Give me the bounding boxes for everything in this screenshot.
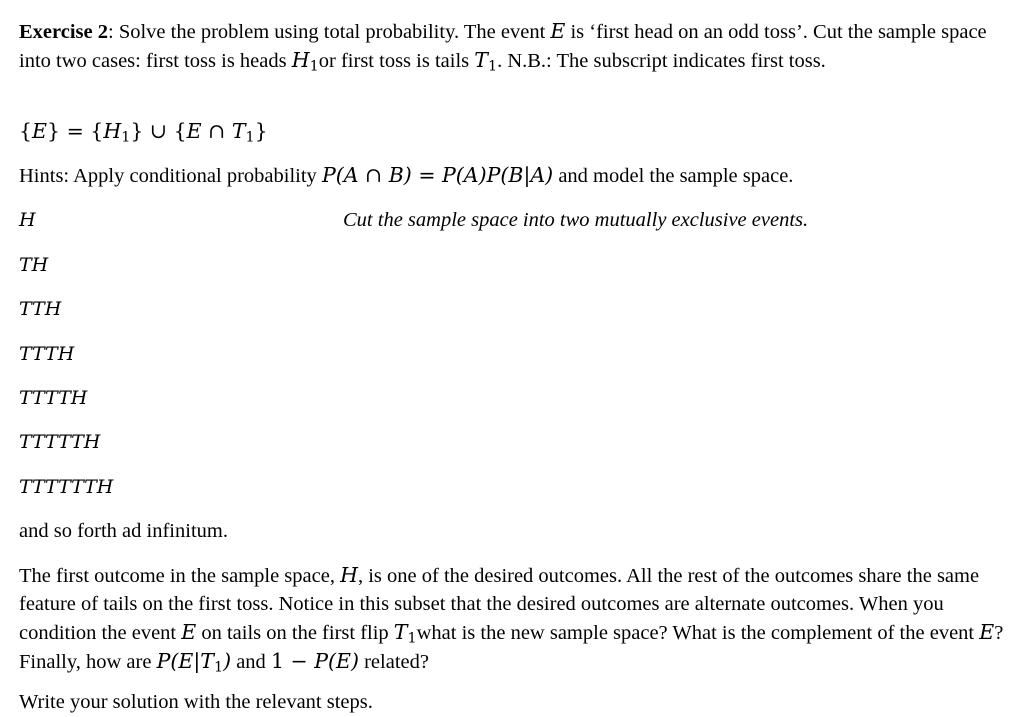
conditional-probability-formula: P(A ∩ B) = P(A)P(B|A) [321, 163, 554, 187]
sample-space-note: Cut the sample space into two mutually exclusive events. [343, 209, 809, 231]
outcome-6: TTTTTH [19, 431, 101, 453]
exercise-statement: Exercise 2: Solve the problem using total probability. The event E is ‘first head on an odd toss’. Cut the sample space into two cases: first toss is heads $H_1or$ first toss is tails $T_1$. N.B.: The subscript indicates first toss. [19, 19, 987, 75]
ad-infinitum-line: and so forth ad infinitum. [19, 520, 228, 542]
event-e: E [550, 19, 566, 43]
equation-event-decomposition: $\{E\} = \{H_1\}$ ∪ {E ∩ $T_1$} [19, 119, 268, 146]
outcome-7: TTTTTTH [19, 476, 114, 498]
hints-line: Hints: Apply conditional probability P(A ∩ B) = P(A)P(B|A) and model the sample space. [19, 163, 794, 187]
outcome-5: TTTTH [19, 387, 88, 409]
outcome-3: TTH [19, 298, 62, 320]
outcome-4: TTTH [19, 343, 75, 365]
exercise-label: Exercise 2 [19, 21, 108, 43]
outcome-2: TH [19, 254, 49, 276]
heads-first-symbol: H [291, 48, 310, 72]
tails-first-symbol: T [474, 48, 488, 72]
outcome-1: H [19, 209, 36, 231]
explanation-paragraph: The first outcome in the sample space, H, is one of the desired outcomes. All the rest of the outcomes share the same feature of tails on the first toss. Notice in this subset that the desired outcomes are alternate outcomes. When you condition the event E on tails on the first flip $T_1what$ is the new sample space? What is the complement of the event E? Finally, how are $P(E|T_1)$ and 1 − P(E) related? [19, 563, 1004, 676]
closing-instruction: Write your solution with the relevant steps. [19, 691, 373, 713]
